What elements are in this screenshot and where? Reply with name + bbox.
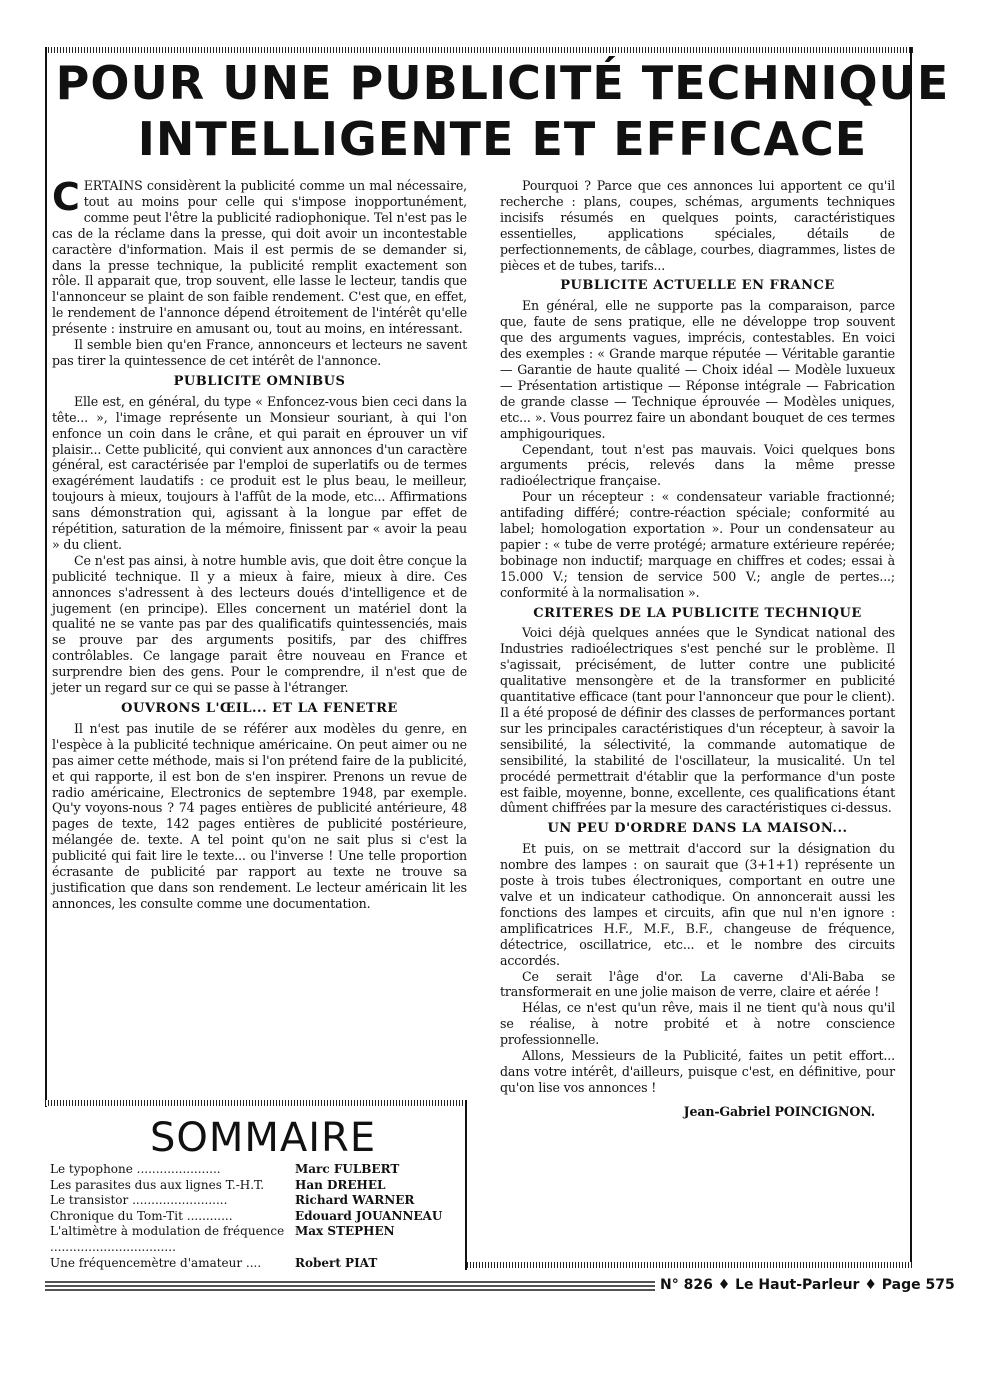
- author-signature: Jean-Gabriel POINCIGNON.: [683, 1103, 875, 1119]
- sommaire-side-rule: [465, 1100, 467, 1270]
- article-paragraph: En général, elle ne supporte pas la comparaison, parce que, faute de sens pratique, elle ne développe trop souvent que des arguments vagues, imprécis, contestables. En voici des exemples : « Grande marque réputée — Véritable garantie — Garantie de haute qualité — Choix idéal — Modèle luxueux — Présentation artistique — Réponse intégrale — Fabrication de grande classe — Technique éprouvée — Modèles uniques, etc... ». Vous pourrez faire un abondant bouquet de ces termes amphigouriques.: [500, 298, 895, 441]
- sommaire-entry[interactable]: [50, 1162, 450, 1178]
- article-paragraph: Il n'est pas inutile de se référer aux modèles du genre, en l'espèce à la publicité technique américaine. On peut aimer ou ne pas aimer cette méthode, mais si l'on prétend faire de la publicité, et qui rapporte, il est bon de s'en inspirer. Prenons un revue de radio américaine, Electronics de septembre 1948, par exemple. Qu'y voyons-nous ? 74 pages entières de publicité antérieure, 48 pages de texte, 142 pages entières de publicité postérieure, mélangée de. texte. A tel point qu'on ne sait plus si c'est la publicité qui fait lire le texte... ou l'inverse ! Une telle proportion écrasante de publicité par rapport au texte ne trouve sa justification que dans son rendement. Le lecteur américain lit les annonces, les consulte comme une documentation.: [52, 720, 468, 911]
- sommaire-entry-title: Le transistor .........................: [50, 1193, 228, 1208]
- sommaire-entry[interactable]: [50, 1209, 450, 1225]
- section-heading: UN PEU D'ORDRE DANS LA MAISON...: [547, 821, 848, 837]
- section-heading: PUBLICITE OMNIBUS: [173, 373, 346, 389]
- sommaire-entry-author: Robert PIAT: [295, 1255, 378, 1270]
- paragraph-text: ERTAINS considèrent la publicité comme un mal nécessaire, tout au moins pour celle qui s'impose inopportunément, comme peut l'être la publicité radiophonique. Tel n'est pas le cas de la réclame dans la presse, qui doit avoir un incontestable caractère d'information. Mais il est permis de se demander si, dans la presse technique, la publicité remplit exactement son rôle. Il apparait que, trop souvent, elle lasse le lecteur, tandis que l'annonceur se plaint de son faible rendement. C'est que, en effet, le rendement de l'annonce dépend étroitement de l'intérêt qu'elle présente : instruire en amusant ou, tout au moins, en intéressant.: [52, 178, 467, 337]
- sommaire-entry[interactable]: [50, 1178, 450, 1194]
- sommaire-entry-title: L'altimètre à modulation de fréquence .................................: [50, 1224, 285, 1254]
- article-paragraph: Pour un récepteur : « condensateur variable fractionné; antifading différé; contre-réaction spéciale; conformité au label; homologation exportation ». Pour un condensateur au papier : « tube de verre protégé; armature extérieure repérée; bobinage non inductif; marquage en chiffres et codes; essai à 15.000 V.; tension de service 500 V.; angle de pertes...; conformité à la normalisation ».: [500, 489, 895, 600]
- page-footer: N° 826 ♦ Le Haut-Parleur ♦ Page 575: [660, 1277, 955, 1293]
- article-paragraph: Allons, Messieurs de la Publicité, faites un petit effort... dans votre intérêt, d'ailleurs, puisque c'est, en définitive, pour qu'on lise vos annonces !: [500, 1048, 895, 1095]
- sommaire-entry-title: Les parasites dus aux lignes T.-H.T.: [50, 1177, 265, 1192]
- sommaire-entry-author: Marc FULBERT: [295, 1162, 400, 1176]
- footer-wave-rule: [45, 1281, 655, 1293]
- sommaire-entry[interactable]: [50, 1256, 450, 1272]
- article-left-column: [52, 175, 468, 912]
- sommaire-entry-title: Une fréquencemètre d'amateur ....: [50, 1255, 262, 1270]
- article-right-column: [500, 178, 895, 1120]
- sommaire-entry-title: Le typophone ......................: [50, 1162, 221, 1176]
- drop-cap: C: [52, 175, 80, 219]
- bottom-border-rule: [467, 1262, 912, 1268]
- sommaire-entry-author: Richard WARNER: [295, 1193, 415, 1208]
- article-paragraph: Pourquoi ? Parce que ces annonces lui apportent ce qu'il recherche : plans, coupes, schémas, arguments techniques incisifs résumés en quelques points, caractéristiques essentielles, applications spéciales, détails de perfectionnements, de câblage, courbes, diagrammes, listes de pièces et de tubes, tarifs...: [500, 178, 895, 273]
- article-paragraph: Ce n'est pas ainsi, à notre humble avis, que doit être conçue la publicité technique. Il y a mieux à faire, mieux à dire. Ces annonces s'adressent à des lecteurs doués d'intelligence et de jugement (en principe). Elles concernent un matériel dont la qualité ne se vante pas par des qualificatifs quintessenciés, mais se prouve par des arguments positifs, par des chiffres contrôlables. Ce langage parait être nouveau en France et surprendre bien des gens. Pour le comprendre, il n'est que de jeter un regard sur ce qui se passe à l'étranger.: [52, 552, 467, 696]
- sommaire-top-rule: [45, 1100, 467, 1106]
- sommaire-entry-author: Han DREHEL: [295, 1177, 386, 1192]
- article-paragraph: Hélas, ce n'est qu'un rêve, mais il ne tient qu'à nous qu'il se réalise, à notre probité et à notre conscience professionnelle.: [500, 1000, 895, 1048]
- article-paragraph: Cependant, tout n'est pas mauvais. Voici quelques bons arguments précis, relevés dans la même presse radioélectrique française.: [500, 441, 895, 489]
- article-title-line-1: POUR UNE PUBLICITÉ TECHNIQUE: [55, 56, 950, 110]
- sommaire-entry[interactable]: [50, 1224, 450, 1255]
- article-title-line-2: INTELLIGENTE ET EFFICACE: [137, 112, 868, 166]
- sommaire-entry[interactable]: [50, 1193, 450, 1209]
- article-paragraph: Voici déjà quelques années que le Syndicat national des Industries radioélectriques s'est penché sur le problème. Il s'agissait, précisément, de lutter contre une publicité qualitative mensongère et de la transformer en publicité quantitative efficace (tant pour l'annonceur que pour le client). Il a été proposé de définir des classes de performances portant sur les principales caractéristiques d'un récepteur, à savoir la sensibilité, la sélectivité, la commande automatique de sensibilité, la stabilité de l'oscillateur, la musicalité. Un tel procédé permettrait d'établir que la performance d'un poste est faible, moyenne, bonne, excellente, ces qualifications étant dûment chiffrées par la mesure des caractéristiques ci-dessus.: [500, 625, 895, 816]
- section-heading: PUBLICITE ACTUELLE EN FRANCE: [560, 278, 835, 294]
- top-border-rule: [45, 47, 915, 53]
- article-paragraph: [52, 175, 467, 337]
- sommaire-title: SOMMAIRE: [150, 1115, 377, 1161]
- sommaire-entry-author: Max STEPHEN: [295, 1224, 395, 1239]
- article-paragraph: Et puis, on se mettrait d'accord sur la désignation du nombre des lampes : on saurait que (3+1+1) représente un poste à trois tubes électroniques, comportant en outre une valve et un indicateur cathodique. On annoncerait aussi les fonctions des lampes et circuits, afin que nul n'en ignore : amplificatrices H.F., M.F., B.F., changeuse de fréquence, détectrice, oscillatrice, etc... et le nombre des circuits accordés.: [500, 841, 895, 968]
- left-border-rule: [45, 47, 47, 1107]
- section-heading: OUVRONS L'ŒIL... ET LA FENETRE: [121, 701, 398, 716]
- sommaire-entry-title: Chronique du Tom-Tit ............: [50, 1208, 233, 1223]
- article-paragraph: Elle est, en général, du type « Enfoncez-vous bien ceci dans la tête... », l'image représente un Monsieur souriant, à qui l'on enfonce un coin dans le crâne, et qui parait en éprouver un vif plaisir... Cette publicité, qui convient aux annonces d'un caractère général, est caractérisée par l'emploi de superlatifs ou de termes exagérément laudatifs : ce produit est le plus beau, le meilleur, toujours à mieux, toujours à l'affût de la mode, etc... Affirmations sans démonstration qui, agissant à la longue par effet de répétition, saturation de la mémoire, finissent par « avoir la peau » du client.: [52, 393, 467, 552]
- sommaire-entry-author: Edouard JOUANNEAU: [295, 1208, 443, 1223]
- sommaire-list: [50, 1162, 450, 1271]
- article-paragraph: Il semble bien qu'en France, annonceurs et lecteurs ne savent pas tirer la quintessence de cet intérêt de l'annonce.: [52, 337, 467, 368]
- article-paragraph: Ce serait l'âge d'or. La caverne d'Ali-Baba se transformerait en une jolie maison de verre, claire et aérée !: [500, 968, 895, 1000]
- right-border-rule: [910, 47, 912, 1265]
- section-heading: CRITERES DE LA PUBLICITE TECHNIQUE: [533, 605, 862, 621]
